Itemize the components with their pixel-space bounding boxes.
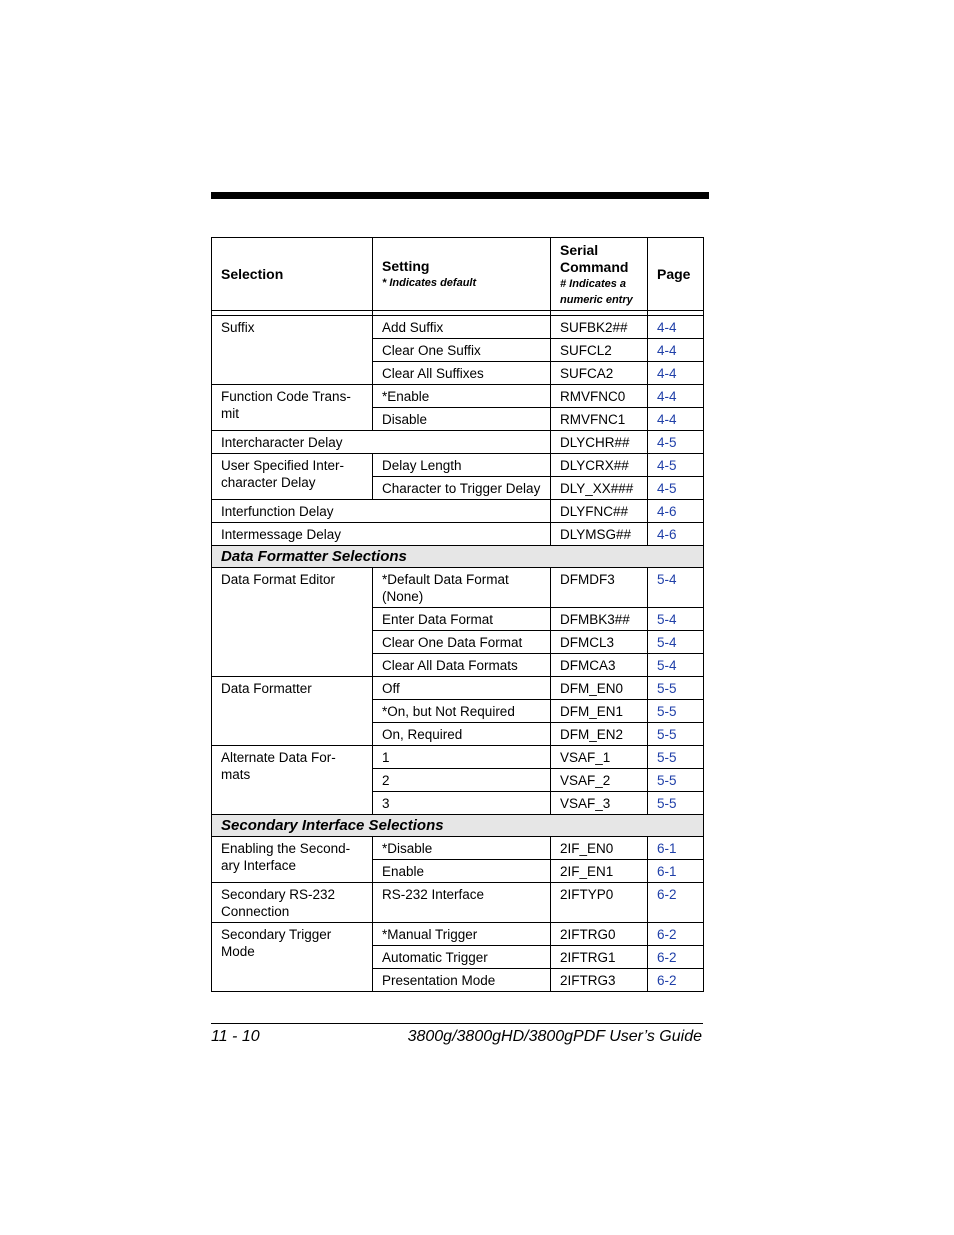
page-cell <box>648 500 704 523</box>
command-cell: SUFBK2## <box>551 316 648 339</box>
section-header-row <box>212 815 704 837</box>
page-link[interactable]: 6-2 <box>657 950 677 965</box>
page-link[interactable]: 4-4 <box>657 343 677 358</box>
command-cell: DFMCL3 <box>551 631 648 654</box>
page-link[interactable]: 5-4 <box>657 612 677 627</box>
page-link[interactable]: 5-5 <box>657 750 677 765</box>
command-cell: RMVFNC0 <box>551 385 648 408</box>
page-link[interactable]: 4-6 <box>657 527 677 542</box>
page-cell <box>648 362 704 385</box>
header-serial-note: # Indicates a numeric entry <box>560 277 633 306</box>
setting-cell: *Disable <box>373 837 551 860</box>
setting-cell: Automatic Trigger <box>373 946 551 969</box>
page-link[interactable]: 5-5 <box>657 681 677 696</box>
page-cell <box>648 454 704 477</box>
selection-cell: Secondary Trigger Mode <box>212 923 373 992</box>
page-link[interactable]: 4-5 <box>657 481 677 496</box>
command-cell: VSAF_2 <box>551 769 648 792</box>
table-row <box>212 923 704 946</box>
command-cell: 2IFTRG3 <box>551 969 648 992</box>
page-cell <box>648 837 704 860</box>
section-header-row <box>212 546 704 568</box>
setting-cell: *Manual Trigger <box>373 923 551 946</box>
section-title: Secondary Interface Selections <box>212 815 704 837</box>
page-link[interactable]: 6-1 <box>657 841 677 856</box>
header-setting <box>373 238 551 311</box>
command-cell: DLYMSG## <box>551 523 648 546</box>
page-cell <box>648 654 704 677</box>
table-row <box>212 523 704 546</box>
page-cell <box>648 792 704 815</box>
selection-cell: Data Format Editor <box>212 568 373 677</box>
page-link[interactable]: 6-2 <box>657 887 677 902</box>
selection-cell: Data Formatter <box>212 677 373 746</box>
footer-page-number: 11 - 10 <box>211 1028 260 1045</box>
command-cell: DLYFNC## <box>551 500 648 523</box>
selection-cell: Intercharacter Delay <box>212 431 551 454</box>
setting-cell: Clear One Data Format <box>373 631 551 654</box>
table-row <box>212 316 704 339</box>
setting-cell: Clear All Suffixes <box>373 362 551 385</box>
setting-cell: *On, but Not Required <box>373 700 551 723</box>
table-row <box>212 883 704 923</box>
setting-cell: *Default Data Format (None) <box>373 568 551 608</box>
page-cell <box>648 677 704 700</box>
selection-cell: Suffix <box>212 316 373 385</box>
command-cell: DFM_EN0 <box>551 677 648 700</box>
command-cell: DLYCRX## <box>551 454 648 477</box>
page-link[interactable]: 5-4 <box>657 635 677 650</box>
page-cell <box>648 860 704 883</box>
page-cell <box>648 746 704 769</box>
selection-cell: Secondary RS-232 Connection <box>212 883 373 923</box>
setting-cell: Clear All Data Formats <box>373 654 551 677</box>
page-cell <box>648 723 704 746</box>
command-cell: DLY_XX### <box>551 477 648 500</box>
table-row <box>212 746 704 769</box>
page-cell <box>648 316 704 339</box>
page-cell <box>648 431 704 454</box>
page-cell <box>648 568 704 608</box>
setting-cell: Clear One Suffix <box>373 339 551 362</box>
setting-cell: 3 <box>373 792 551 815</box>
page-cell <box>648 385 704 408</box>
page-cell <box>648 946 704 969</box>
header-page-label: Page <box>657 266 691 282</box>
page-cell <box>648 969 704 992</box>
page-link[interactable]: 4-4 <box>657 412 677 427</box>
command-cell: SUFCA2 <box>551 362 648 385</box>
page-cell <box>648 608 704 631</box>
table-row <box>212 385 704 408</box>
page-link[interactable]: 4-6 <box>657 504 677 519</box>
footer-rule <box>211 1023 703 1024</box>
page-link[interactable]: 4-5 <box>657 435 677 450</box>
command-cell: DFM_EN2 <box>551 723 648 746</box>
page-link[interactable]: 5-5 <box>657 727 677 742</box>
page-link[interactable]: 5-5 <box>657 796 677 811</box>
page-link[interactable]: 6-2 <box>657 927 677 942</box>
setting-cell: Enter Data Format <box>373 608 551 631</box>
command-table <box>211 237 704 992</box>
command-cell: 2IFTRG1 <box>551 946 648 969</box>
table-row <box>212 677 704 700</box>
page-link[interactable]: 4-4 <box>657 320 677 335</box>
page-cell <box>648 477 704 500</box>
command-cell: DLYCHR## <box>551 431 648 454</box>
command-cell: VSAF_1 <box>551 746 648 769</box>
section-title: Data Formatter Selections <box>212 546 704 568</box>
header-setting-note: * Indicates default <box>382 277 477 289</box>
setting-cell: Enable <box>373 860 551 883</box>
setting-cell: Presentation Mode <box>373 969 551 992</box>
selection-cell: Alternate Data For-mats <box>212 746 373 815</box>
page-link[interactable]: 5-4 <box>657 572 677 587</box>
table-row <box>212 837 704 860</box>
setting-cell: Delay Length <box>373 454 551 477</box>
command-cell: RMVFNC1 <box>551 408 648 431</box>
page-cell <box>648 883 704 923</box>
selection-cell: Function Code Trans-mit <box>212 385 373 431</box>
page-link[interactable]: 5-4 <box>657 658 677 673</box>
selection-cell: Interfunction Delay <box>212 500 551 523</box>
page-cell <box>648 923 704 946</box>
command-cell: DFM_EN1 <box>551 700 648 723</box>
page-cell <box>648 631 704 654</box>
command-cell: SUFCL2 <box>551 339 648 362</box>
page-cell <box>648 523 704 546</box>
setting-cell: 2 <box>373 769 551 792</box>
page-cell <box>648 769 704 792</box>
setting-cell: Add Suffix <box>373 316 551 339</box>
selection-cell: Enabling the Second-ary Interface <box>212 837 373 883</box>
setting-cell: RS-232 Interface <box>373 883 551 923</box>
table-row <box>212 500 704 523</box>
table-header-row <box>212 238 704 311</box>
setting-cell: 1 <box>373 746 551 769</box>
page-link[interactable]: 4-4 <box>657 389 677 404</box>
setting-cell: Off <box>373 677 551 700</box>
command-cell: 2IFTRG0 <box>551 923 648 946</box>
header-selection <box>212 238 373 311</box>
page-link[interactable]: 4-5 <box>657 458 677 473</box>
table-row <box>212 568 704 608</box>
header-serial-command <box>551 238 648 311</box>
page-link[interactable]: 6-1 <box>657 864 677 879</box>
page-link[interactable]: 4-4 <box>657 366 677 381</box>
table-row <box>212 454 704 477</box>
command-cell: 2IFTYP0 <box>551 883 648 923</box>
command-cell: DFMDF3 <box>551 568 648 608</box>
page-link[interactable]: 6-2 <box>657 973 677 988</box>
footer-guide-title: 3800g/3800gHD/3800gPDF User’s Guide <box>407 1028 702 1045</box>
table-row <box>212 431 704 454</box>
command-cell: 2IF_EN1 <box>551 860 648 883</box>
header-setting-label: Setting <box>382 258 430 274</box>
header-page <box>648 238 704 311</box>
setting-cell: *Enable <box>373 385 551 408</box>
command-cell: VSAF_3 <box>551 792 648 815</box>
selection-cell: Intermessage Delay <box>212 523 551 546</box>
page-cell <box>648 700 704 723</box>
command-cell: 2IF_EN0 <box>551 837 648 860</box>
page-cell <box>648 339 704 362</box>
command-cell: DFMBK3## <box>551 608 648 631</box>
command-cell: DFMCA3 <box>551 654 648 677</box>
page-cell <box>648 408 704 431</box>
page-link[interactable]: 5-5 <box>657 773 677 788</box>
setting-cell: Character to Trigger Delay <box>373 477 551 500</box>
header-serial-label: Serial Command <box>560 241 629 275</box>
header-selection-label: Selection <box>221 266 284 282</box>
selection-cell: User Specified Inter-character Delay <box>212 454 373 500</box>
setting-cell: Disable <box>373 408 551 431</box>
setting-cell: On, Required <box>373 723 551 746</box>
page-link[interactable]: 5-5 <box>657 704 677 719</box>
top-rule <box>211 192 709 199</box>
